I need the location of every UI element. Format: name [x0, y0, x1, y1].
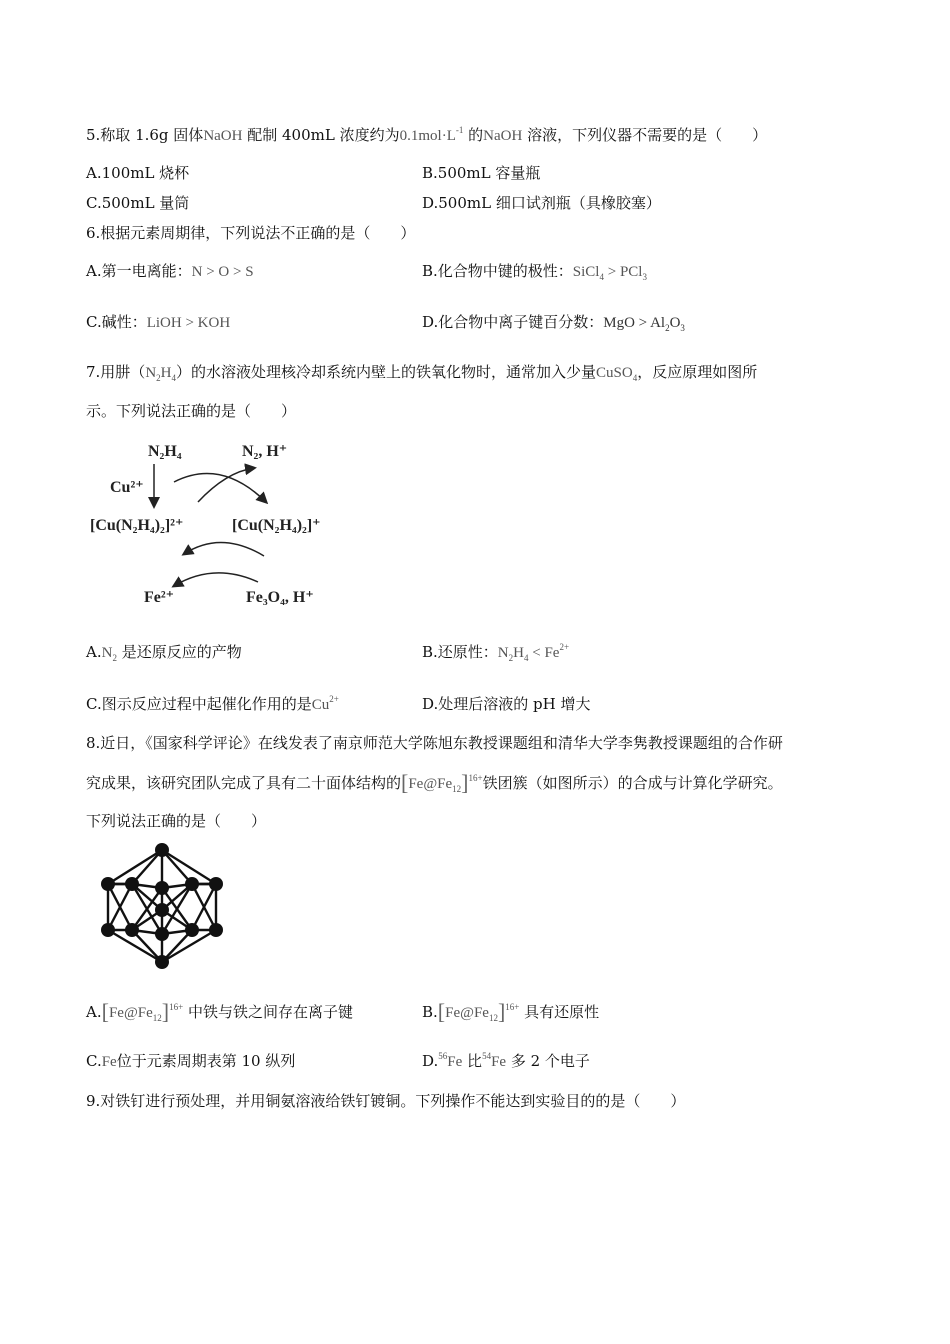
q8-c-formula: Fe: [101, 1054, 117, 1070]
q8-d-formula-1: $^{56}$Fe: [438, 1051, 463, 1070]
q8-stem-line2: 究成果，该研究团队完成了具有二十面体结构的$[Fe@Fe_{12}]^{16+}$铁团簇（如图所示）的合成与计算化学研究。: [86, 770, 783, 795]
q8-option-c: C.Fe位于元素周期表第 10 纵列: [86, 1052, 296, 1070]
q6-d-formula: MgO > $Al_2O_3$: [603, 315, 685, 333]
q8-stem-line1: 8.近日，《国家科学评论》在线发表了南京师范大学陈旭东教授课题组和清华大学李隽教授课题组的合作研: [86, 734, 783, 752]
q7-stem-line2: 示。下列说法正确的是（ ）: [86, 402, 297, 420]
q7-a-formula: $N_2$: [101, 645, 117, 663]
q9-stem: 9.对铁钉进行预处理，并用铜氨溶液给铁钉镀铜。下列操作不能达到实验目的的是（ ）: [86, 1092, 686, 1110]
q5-option-a: A.100mL 烧杯: [86, 164, 190, 182]
diagram-products-top: N₂, H⁺: [242, 443, 288, 460]
q5-option-c: C.500mL 量筒: [86, 194, 190, 212]
q6-option-d: D.化合物中离子键百分数：MgO > $Al_2O_3$: [422, 313, 685, 333]
q5-concentration: $0.1mol\cdot L^{-1}$: [399, 125, 464, 144]
diagram-cu: Cu²⁺: [110, 479, 144, 496]
q5-option-b: B.500mL 容量瓶: [422, 164, 541, 182]
q8-stem-line3: 下列说法正确的是（ ）: [86, 812, 267, 830]
diagram-arrow-top: [174, 474, 266, 502]
q8-d-formula-2: $^{54}$Fe: [482, 1051, 507, 1070]
q5-naoh-formula-2: NaOH: [483, 128, 523, 144]
q7-option-a: $A.N_2$ 是还原反应的产物: [86, 643, 242, 663]
q5-stem-a: 5.称取 1.6g 固体: [86, 126, 204, 144]
q8-icosahedral-cluster-image: [92, 838, 252, 978]
q7-b-formula: $N_2H_4 < Fe^{2+}$: [497, 642, 570, 663]
diagram-complex-left: [Cu(N₂H₄)₂]²⁺: [90, 517, 184, 534]
diagram-fe2: Fe²⁺: [144, 589, 175, 606]
diagram-arrow-bottom-branch: [174, 573, 258, 586]
q7-c-formula: $Cu^{2+}$: [311, 694, 339, 713]
q8-option-a: $A.[Fe@Fe_{12}]^{16+}$ 中铁与铁之间存在离子键: [86, 999, 353, 1024]
q6-option-c: C.碱性：LiOH > KOH: [86, 313, 231, 331]
q8-cluster-formula: $[Fe@Fe_{12}]^{16+}$: [401, 770, 483, 795]
q5-option-d: D.500mL 细口试剂瓶（具橡胶塞）: [422, 194, 661, 212]
q5-stem-c: 的: [468, 126, 484, 144]
q6-option-a: A.第一电离能：N > O > S: [86, 262, 254, 280]
q7-option-b: B.还原性：$N_2H_4 < Fe^{2+}$: [422, 642, 570, 663]
q8-option-b: $B.[Fe@Fe_{12}]^{16+}$ 具有还原性: [422, 999, 600, 1024]
q6-c-formula: LiOH > KOH: [146, 315, 231, 331]
q6-a-formula: N > O > S: [191, 264, 254, 280]
q7-hydrazine-formula: $N_2H_4$: [145, 365, 176, 383]
q7-option-c: C.图示反应过程中起催化作用的是$Cu^{2+}$: [86, 694, 339, 713]
q5-stem: [86, 124, 767, 148]
q6-b-formula: SiCl$_4$ > PCl$_3$: [572, 264, 647, 282]
q7-stem-line1: 7.用肼$(N_2H_4)$的水溶液处理核冷却系统内壁上的铁氧化物时，通常加入少量CuSO$_4$，反应原理如图所: [86, 363, 758, 383]
q5-stem-b: 配制 400mL 浓度约为: [247, 126, 400, 144]
q7-reaction-diagram: [86, 430, 366, 620]
diagram-n2h4: N₂H₄: [148, 443, 182, 460]
q7-cuso4-formula: CuSO$_4$: [596, 365, 638, 383]
diagram-reactants-bottom: Fe₃O₄, H⁺: [246, 589, 314, 606]
q8-option-d: D.$^{56}$Fe 比$^{54}$Fe 多 2 个电子: [422, 1051, 590, 1070]
q6-option-b: B.化合物中键的极性：SiCl$_4$ > PCl$_3$: [422, 262, 647, 282]
q8-b-formula: $[Fe@Fe_{12}]^{16+}$: [437, 999, 520, 1024]
q8-a-formula: $[Fe@Fe_{12}]^{16+}$: [101, 999, 184, 1024]
q5-naoh-formula: NaOH: [203, 128, 243, 144]
q7-option-d: D.处理后溶液的 pH 增大: [422, 695, 591, 713]
q5-stem-d: 溶液，下列仪器不需要的是（ ）: [527, 126, 768, 144]
q6-stem: 6.根据元素周期律，下列说法不正确的是（ ）: [86, 224, 416, 242]
diagram-complex-right: [Cu(N₂H₄)₂]⁺: [232, 517, 321, 534]
diagram-arrow-bottom: [184, 542, 264, 556]
